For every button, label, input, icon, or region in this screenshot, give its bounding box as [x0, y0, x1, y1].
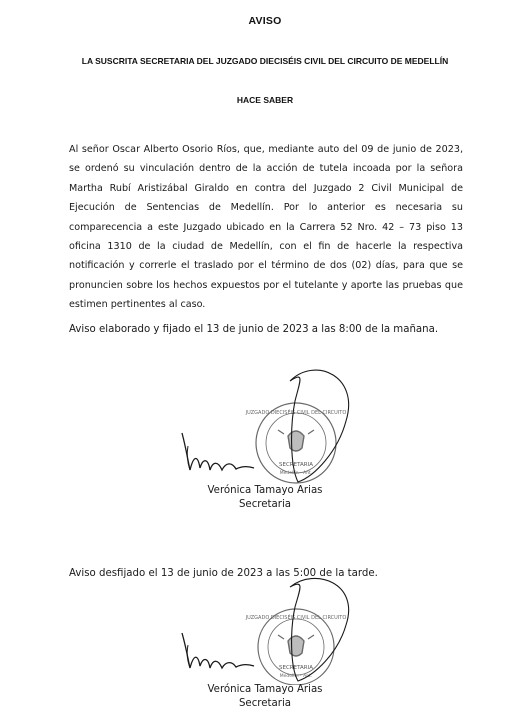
- hace-saber-heading: HACE SABER: [236, 95, 294, 105]
- notice-body-paragraph: Al señor Oscar Alberto Osorio Ríos, que, mediante auto del 09 de junio de 2023, se ordenó su vinculación dentro de la acción de tutela incoada por la señora Martha Rubí Aristizábal Giraldo en contra del Juzgado 2 Civil Municipal de Ejecución de Sentencias de Medellín. Por lo anterior es necesaria su comparecencia a este Juzgado ubicado en la Carrera 52 Nro. 42 – 73 piso 13 oficina 1310 de la ciudad de Medellín, con el fin de hacerle la respectiva notificación y correrle el traslado por el término de dos (02) días, para que se pronuncien sobre los hechos expuestos por el tutelante y aporte las pruebas que estimen pertinentes al caso.: [69, 144, 463, 311]
- signer-role: Secretaria: [238, 498, 292, 510]
- signer-name: Verónica Tamayo Arias: [207, 684, 323, 695]
- signer-name: Verónica Tamayo Arias: [207, 485, 323, 496]
- seal-city-text: Medellín - Ant.: [279, 471, 313, 476]
- document-title: AVISO: [248, 15, 282, 27]
- seal-text: JUZGADO DIECISÉIS CIVIL DEL CIRCUITO: [245, 410, 347, 416]
- signer-role: Secretaria: [238, 697, 292, 709]
- document-subtitle: LA SUSCRITA SECRETARIA DEL JUZGADO DIECISÉIS CIVIL DEL CIRCUITO DE MEDELLÍN: [81, 56, 449, 66]
- seal-city-text: Medellín - Ant.: [279, 674, 313, 679]
- signature-caption: [0, 683, 530, 710]
- signature-with-seal-image: [150, 366, 370, 486]
- signature-caption: [0, 484, 530, 511]
- seal-secondary-text: SECRETARIA: [278, 462, 314, 468]
- signature-with-seal-image: [150, 575, 370, 685]
- removed-notice-text: Aviso desfijado el 13 de junio de 2023 a las 5:00 de la tarde.: [69, 568, 378, 579]
- seal-text: JUZGADO DIECISÉIS CIVIL DEL CIRCUITO: [245, 615, 347, 621]
- fixed-notice-text: Aviso elaborado y fijado el 13 de junio de 2023 a las 8:00 de la mañana.: [69, 324, 439, 335]
- seal-secondary-text: SECRETARIA: [278, 665, 314, 671]
